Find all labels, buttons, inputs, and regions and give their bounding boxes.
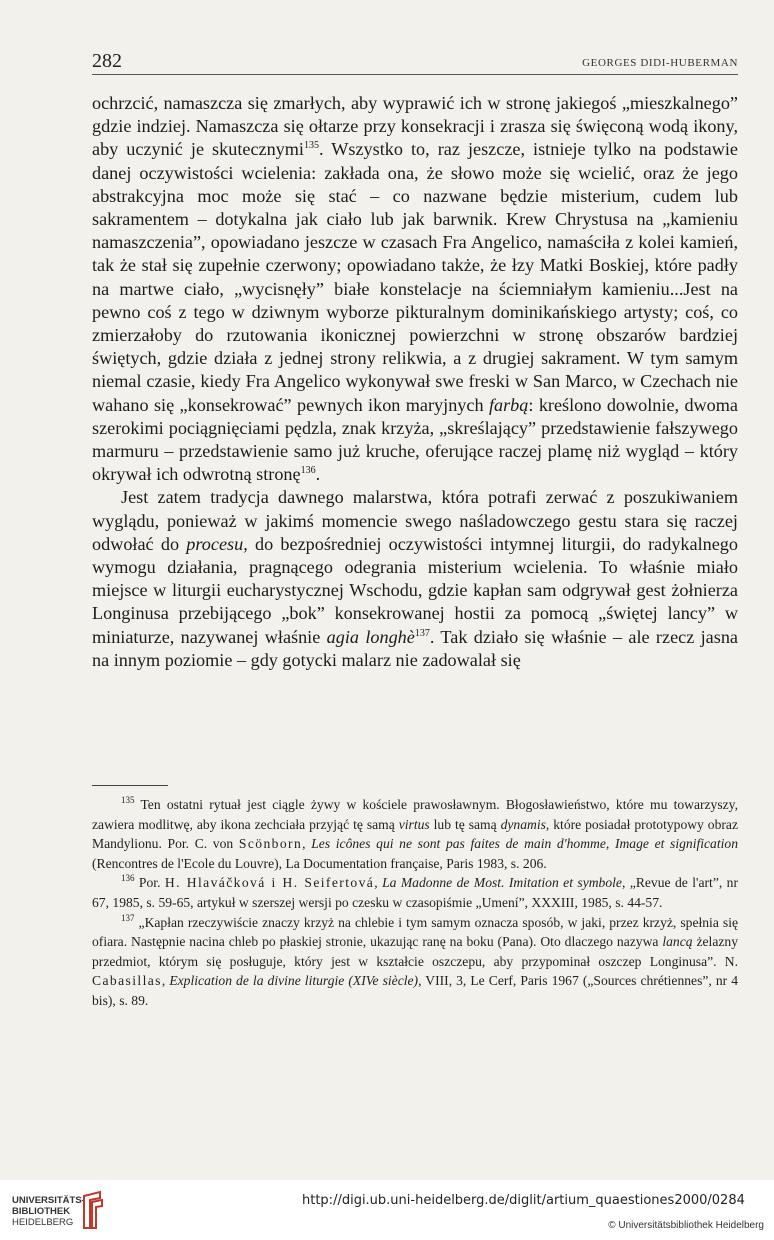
library-logo-text: UNIVERSITÄTS- BIBLIOTHEK HEIDELBERG	[12, 1195, 85, 1228]
footnote: $^{135}$ Ten ostatni rytuał jest ciągle żywy w kościele prawosławnym. Błogosławieństwo, które mu towarzyszy, zawiera modlitwę, aby ikona zechciała przyjąć tę samą virtus lub tę samą dynamis, które posiadał prototypowy obraz Mandylionu. Por. C. von Scönborn, Les icônes qui ne sont pas faites de main d'homme, Image et signification (Rencontres de l'Ecole du Louvre), La Documentation française, Paris 1983, s. 206.	[92, 795, 738, 871]
paragraph: Jest zatem tradycja dawnego malarstwa, która potrafi zerwać z poszukiwaniem wyglądu, ponieważ w jakimś momencie swego naśladowczego gestu stara się raczej odwołać do procesu, do bezpośredniej oczywistości intymnej liturgii, do radykalnego wymogu działania, pragnącego odegrania misterium wcielenia. To właśnie miało miejsce w liturgii eucharystycznej Wschodu, gdzie kapłan sam odgrywał gest żołnierza Longinusa przebijącego „bok” konsekrowanej hostii za pomocą „świętej lancy” w miniaturze, nazywanej właśnie agia longhè$^{137}$. Tak działo się właśnie – ale rzecz jasna na innym poziomie – gdy gotycki malarz nie zadowalał się	[92, 487, 738, 670]
running-head: GEORGES DIDI-HUBERMAN	[582, 57, 738, 69]
footnote-ref: 137	[414, 627, 430, 639]
paragraph: ochrzcić, namaszcza się zmarłych, aby wyprawić ich w stronę jakiegoś „mieszkalnego” gdzie indziej. Namaszcza się ołtarze przy konsekracji i zrasza się święconą wodą ikony, aby uczynić je skutecznymi$^{135}$. Wszystko to, raz jeszcze, istnieje tylko na podstawie danej oczywistości wcielenia: zakłada ona, że słowo może się wcielić, oraz że jego abstrakcyjna moc może się stać – co nazwane będzie misterium, cudem lub sakramentem – dotykalna jak ciało lub jak barwnik. Krew Chrystusa na „kamieniu namaszczenia”, opowiadano jeszcze w czasach Fra Angelico, namaściła z kolei kamień, tak że stał się zupełnie czerwony; opowiadano także, że łzy Matki Boskiej, które padły na martwe ciało, „wycisnęły” białe konstelacje na ściemniałym kamieniu...Jest na pewno coś z tego w dziwnym wyborze pikturalnym dominikańskiego artysty; coś, co zmierzałoby do rzutowania ikonicznej powierzchni w stronę obszarów bardziej świętych, gdzie działa z jednej strony relikwia, a z drugiej sakrament. W tym samym niemal czasie, kiedy Fra Angelico wykonywał swe freski w San Marco, w Czechach nie wahano się „konsekrować” pewnych ikon maryjnych farbą: kreślono dowolnie, dwoma szerokimi pociągnięciami pędzla, znak krzyża, „skreślający” przedstawienie fałszywego marmuru – przedstawienie samo już kruche, oferujące raczej plamę niż wygląd – który okrywał ich odwrotną stronę$^{136}$.	[92, 93, 738, 485]
footnote-number: 136	[121, 873, 135, 884]
footnote-number: 137	[121, 912, 135, 923]
source-url-link[interactable]: http://digi.ub.uni-heidelberg.de/diglit/artium_quaestiones2000/0284	[302, 1193, 745, 1208]
footnote-divider	[92, 785, 168, 786]
copyright-notice: © Universitätsbibliothek Heidelberg	[608, 1220, 764, 1231]
page-number: 282	[92, 50, 122, 72]
author-name: Cabasillas	[92, 973, 162, 989]
main-text	[92, 92, 738, 672]
footnote: $^{136}$ Por. H. Hlaváčková i H. Seifertová, La Madonne de Most. Imitation et symbole, „Revue de l'art”, nr 67, 1985, s. 59-65, artykuł w szerszej wersji po czesku w czasopiśmie „Umení”, XXXIII, 1985, s. 44-57.	[92, 873, 739, 910]
author-name: H. Hlaváčková i H. Seifertová	[164, 875, 375, 891]
page-header	[92, 48, 738, 75]
footnote-ref: 135	[303, 140, 319, 152]
viewer-footer	[0, 1180, 774, 1240]
library-logo-icon	[80, 1190, 106, 1230]
footnotes	[92, 795, 738, 1011]
footnote-ref: 136	[300, 465, 316, 477]
footnote-number: 135	[121, 795, 135, 805]
author-name: Scönborn	[238, 836, 303, 852]
footnote: $^{137}$ „Kapłan rzeczywiście znaczy krzyż na chlebie i tym samym oznacza sposób, w jaki, przez krzyż, spełnia się ofiara. Następnie nacina chleb po płaskiej stronie, ukazując ranę na boku (Pana). Oto dlaczego nazywa lancą żelazny przedmiot, którym się posługuje, który jest w kształcie oszczepu, aby przypominał oszczep Longinusa”. N. Cabasillas, Explication de la divine liturgie (XIVe siècle), VIII, 3, Le Cerf, Paris 1967 („Sources chrétiennes”, nr 4 bis), s. 89.	[92, 912, 739, 1008]
